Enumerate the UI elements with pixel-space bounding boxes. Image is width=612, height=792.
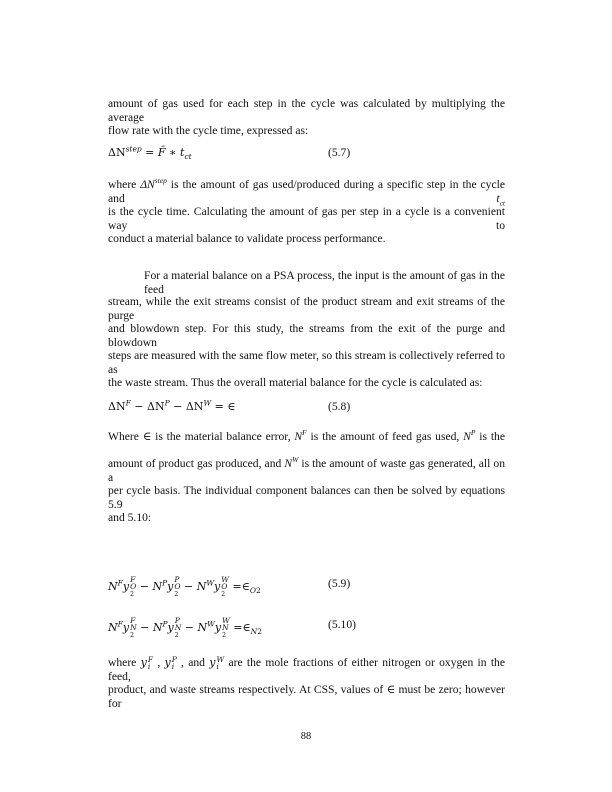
equation-number: (5.10)	[328, 618, 357, 631]
eq-term: t	[180, 146, 185, 159]
eq-term: ΔN	[108, 146, 126, 159]
equation-number: (5.7)	[328, 146, 351, 159]
text: where	[108, 178, 141, 191]
text-line: amount of gas used for each step in the cycle was calculated by multiplying the average	[108, 97, 505, 124]
equation-5-9: $N^Fy$ F O 2 − $N^Py$ P O 2 − $N^Wy$ W O 2 $=\in_{O2}$	[108, 575, 261, 598]
text-line: is the cycle time. Calculating the amount of gas per step in a cycle is a convenient way to	[108, 205, 505, 232]
math-inline: $t_{ct}$	[496, 192, 505, 208]
equation-5-8: $\Delta N^F - \Delta N^P - \Delta N^W$ = ∈	[108, 398, 236, 413]
math-inline: $\Delta N^{step}$	[140, 176, 167, 191]
text-line: conduct a material balance to validate process performance.	[108, 232, 386, 245]
text-line: product, and waste streams respectively. At CSS, values of ∈ must be zero; however for	[108, 683, 505, 710]
eq-op: =	[141, 146, 158, 159]
eq-op: ∗	[165, 146, 181, 159]
eq-term: F̄	[157, 146, 166, 159]
text-line: stream, while the exit streams consist of the product stream and exit streams of the purge	[108, 295, 505, 322]
text-line	[108, 178, 505, 206]
eq-sub: ct	[184, 152, 192, 162]
page-number: 88	[300, 731, 312, 742]
text-line: and 5.10:	[108, 511, 152, 524]
text-line: steps are measured with the same flow meter, so this stream is collectively referred to as	[108, 349, 505, 376]
equation-number: (5.9)	[328, 577, 351, 590]
equation-number: (5.8)	[328, 400, 351, 413]
eq-sup: step	[125, 144, 142, 154]
text-line: and blowdown step. For this study, the streams from the exit of the purge and blowdown	[108, 322, 505, 349]
text-line: per cycle basis. The individual component balances can then be solved by equations 5.9	[108, 484, 505, 511]
text-line: where y F i , y P i , and y W i are the mole fractions of either nitrogen or oxygen in the feed,	[108, 655, 505, 683]
equation-5-10: $N^Fy$ F N 2 − $N^Py$ P N 2 − $N^Wy$ W N 2 $=\in_{N2}$	[108, 616, 263, 639]
text-line: amount of product gas produced, and $N^W$ is the amount of waste gas generated, all on a	[108, 455, 506, 484]
text-line: the waste stream. Thus the overall material balance for the cycle is calculated as:	[108, 376, 483, 389]
equation-5-7	[108, 145, 192, 161]
text-line: flow rate with the cycle time, expressed as:	[108, 124, 309, 137]
text: is the amount of gas used/produced during a specific step in the cycle and	[108, 178, 505, 205]
text-line: For a material balance on a PSA process, the input is the amount of gas in the feed	[144, 269, 505, 296]
text-line: Where ∈ is the material balance error, $N^F$ is the amount of feed gas used, $N^P$ is the	[108, 428, 505, 443]
